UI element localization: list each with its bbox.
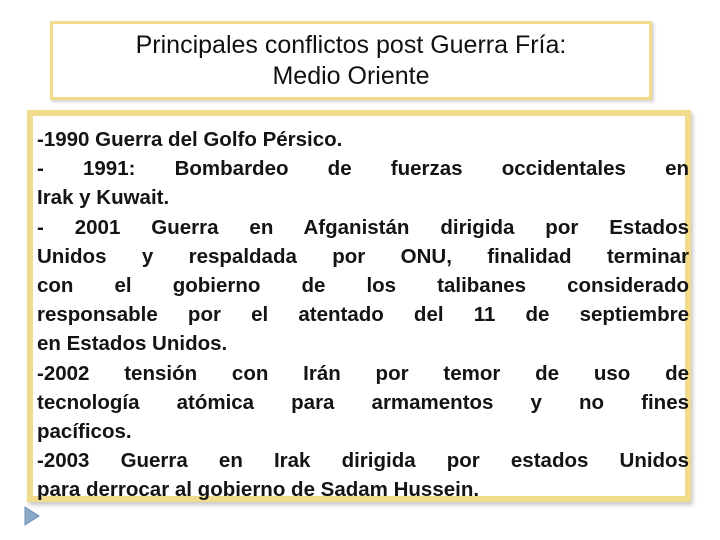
body-line: -1990 Guerra del Golfo Pérsico. (37, 128, 343, 151)
slide-title-line-1: Principales conflictos post Guerra Fría: (135, 30, 567, 59)
body-line: - 2001 Guerra en Afganistán dirigida por Estados (37, 215, 689, 239)
body-line: Irak y Kuwait. (37, 186, 170, 210)
body-line: -2002 tensión con Irán por temor de uso de (37, 361, 689, 385)
slide-content-box (27, 110, 691, 502)
slide-title-line-2: Medio Oriente (272, 61, 430, 90)
body-line: Unidos y respaldada por ONU, finalidad terminar (37, 244, 689, 268)
triangle-bullet-icon (23, 506, 41, 526)
body-line: en Estados Unidos. (37, 332, 228, 356)
body-line: pacíficos. (37, 419, 132, 443)
body-line: responsable por el atentado del 11 de septiembre (37, 303, 689, 327)
body-line: con el gobierno de los talibanes considerado (37, 273, 689, 297)
body-line: tecnología atómica para armamentos y no fines (37, 390, 689, 414)
slide-body-text (37, 125, 689, 504)
body-line: para derrocar al gobierno de Sadam Hussein. (37, 478, 480, 502)
body-line: -2003 Guerra en Irak dirigida por estados Unidos (37, 449, 689, 473)
slide-title-box (50, 21, 652, 100)
body-line: - 1991: Bombardeo de fuerzas occidentales en (37, 157, 689, 181)
